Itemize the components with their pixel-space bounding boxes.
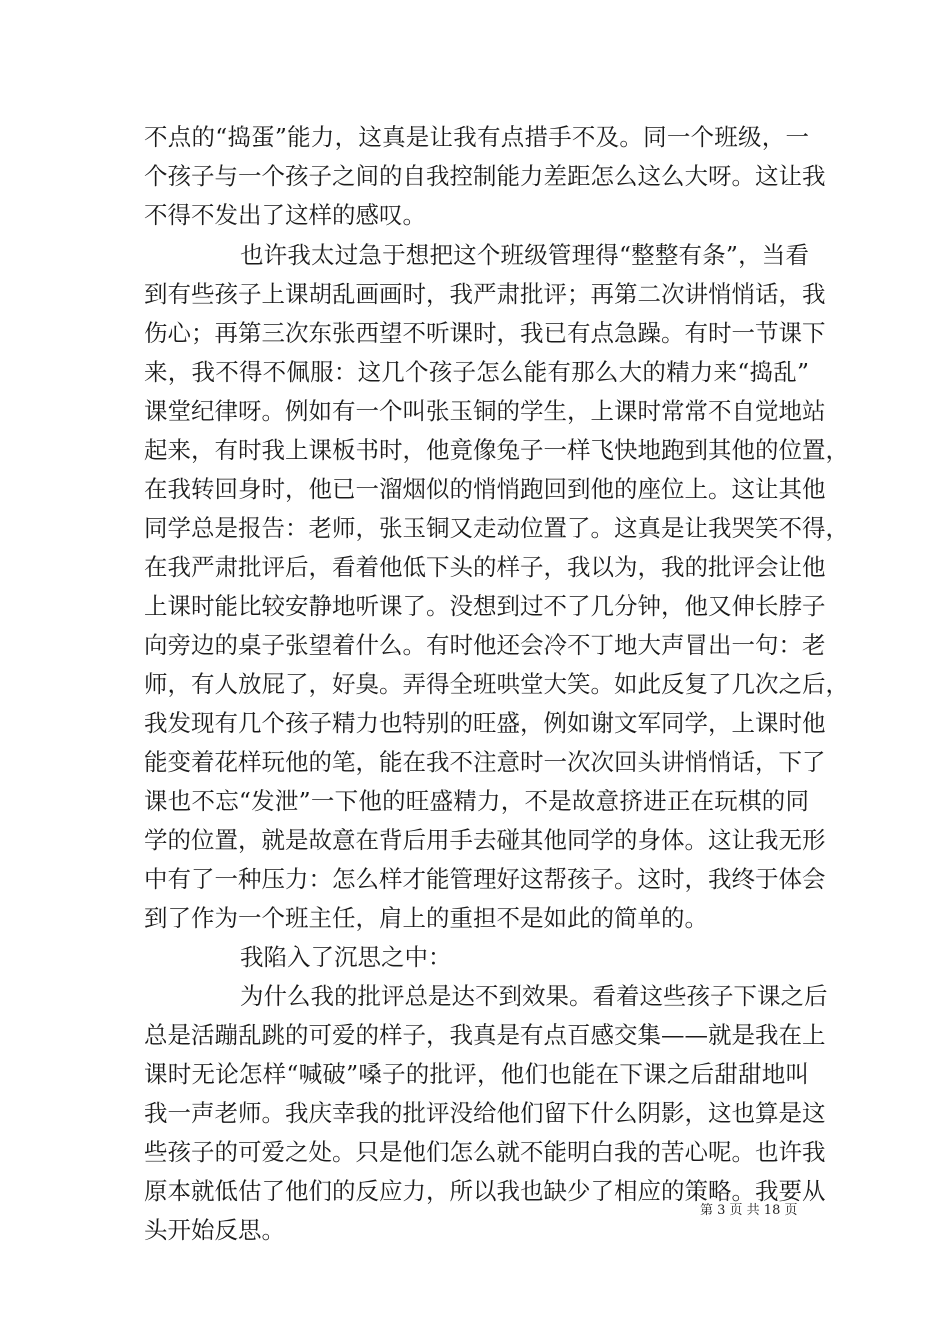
text-line: 中有了一种压力：怎么样才能管理好这帮孩子。这时，我终于体会	[144, 865, 826, 893]
text-line: 我发现有几个孩子精力也特别的旺盛，例如谢文军同学，上课时他	[144, 709, 826, 737]
text-line: 我陷入了沉思之中：	[240, 943, 452, 971]
text-line: 课也不忘“发泄”一下他的旺盛精力，不是故意挤进正在玩棋的同	[144, 787, 809, 815]
text-line: 到了作为一个班主任，肩上的重担不是如此的简单的。	[144, 904, 708, 932]
text-line: 些孩子的可爱之处。只是他们怎么就不能明白我的苦心呢。也许我	[144, 1138, 826, 1166]
text-line: 到有些孩子上课胡乱画画时，我严肃批评；再第二次讲悄悄话，我	[144, 280, 826, 308]
text-line: 不点的“捣蛋”能力，这真是让我有点措手不及。同一个班级，一	[144, 123, 809, 151]
text-line: 上课时能比较安静地听课了。没想到过不了几分钟，他又伸长脖子	[144, 592, 826, 620]
text-line: 原本就低估了他们的反应力，所以我也缺少了相应的策略。我要从	[144, 1177, 826, 1205]
text-line: 课时无论怎样“喊破”嗓子的批评，他们也能在下课之后甜甜地叫	[144, 1060, 809, 1088]
text-line: 伤心；再第三次东张西望不听课时，我已有点急躁。有时一节课下	[144, 319, 826, 347]
text-line: 向旁边的桌子张望着什么。有时他还会冷不丁地大声冒出一句：老	[144, 631, 826, 659]
text-line: 学的位置，就是故意在背后用手去碰其他同学的身体。这让我无形	[144, 826, 826, 854]
text-line: 在我转回身时，他已一溜烟似的悄悄跑回到他的座位上。这让其他	[144, 475, 826, 503]
text-line: 来，我不得不佩服：这几个孩子怎么能有那么大的精力来“捣乱”	[144, 358, 809, 386]
page-number: 第 3 页 共 18 页	[700, 1203, 798, 1218]
text-line: 总是活蹦乱跳的可爱的样子，我真是有点百感交集——就是我在上	[144, 1021, 826, 1049]
text-line: 为什么我的批评总是达不到效果。看着这些孩子下课之后	[240, 982, 828, 1010]
text-line: 同学总是报告：老师，张玉铜又走动位置了。这真是让我哭笑不得，	[144, 514, 849, 542]
text-line: 也许我太过急于想把这个班级管理得“整整有条”，当看	[240, 241, 809, 269]
text-line: 我一声老师。我庆幸我的批评没给他们留下什么阴影，这也算是这	[144, 1099, 826, 1127]
text-line: 起来，有时我上课板书时，他竟像兔子一样飞快地跑到其他的位置，	[144, 436, 849, 464]
text-line: 个孩子与一个孩子之间的自我控制能力差距怎么这么大呀。这让我	[144, 162, 826, 190]
text-line: 不得不发出了这样的感叹。	[144, 201, 426, 229]
text-line: 师，有人放屁了，好臭。弄得全班哄堂大笑。如此反复了几次之后，	[144, 670, 849, 698]
text-line: 能变着花样玩他的笔，能在我不注意时一次次回头讲悄悄话，下了	[144, 748, 826, 776]
text-line: 课堂纪律呀。例如有一个叫张玉铜的学生，上课时常常不自觉地站	[144, 397, 826, 425]
text-line: 在我严肃批评后，看着他低下头的样子，我以为，我的批评会让他	[144, 553, 826, 581]
text-line: 头开始反思。	[144, 1216, 285, 1244]
